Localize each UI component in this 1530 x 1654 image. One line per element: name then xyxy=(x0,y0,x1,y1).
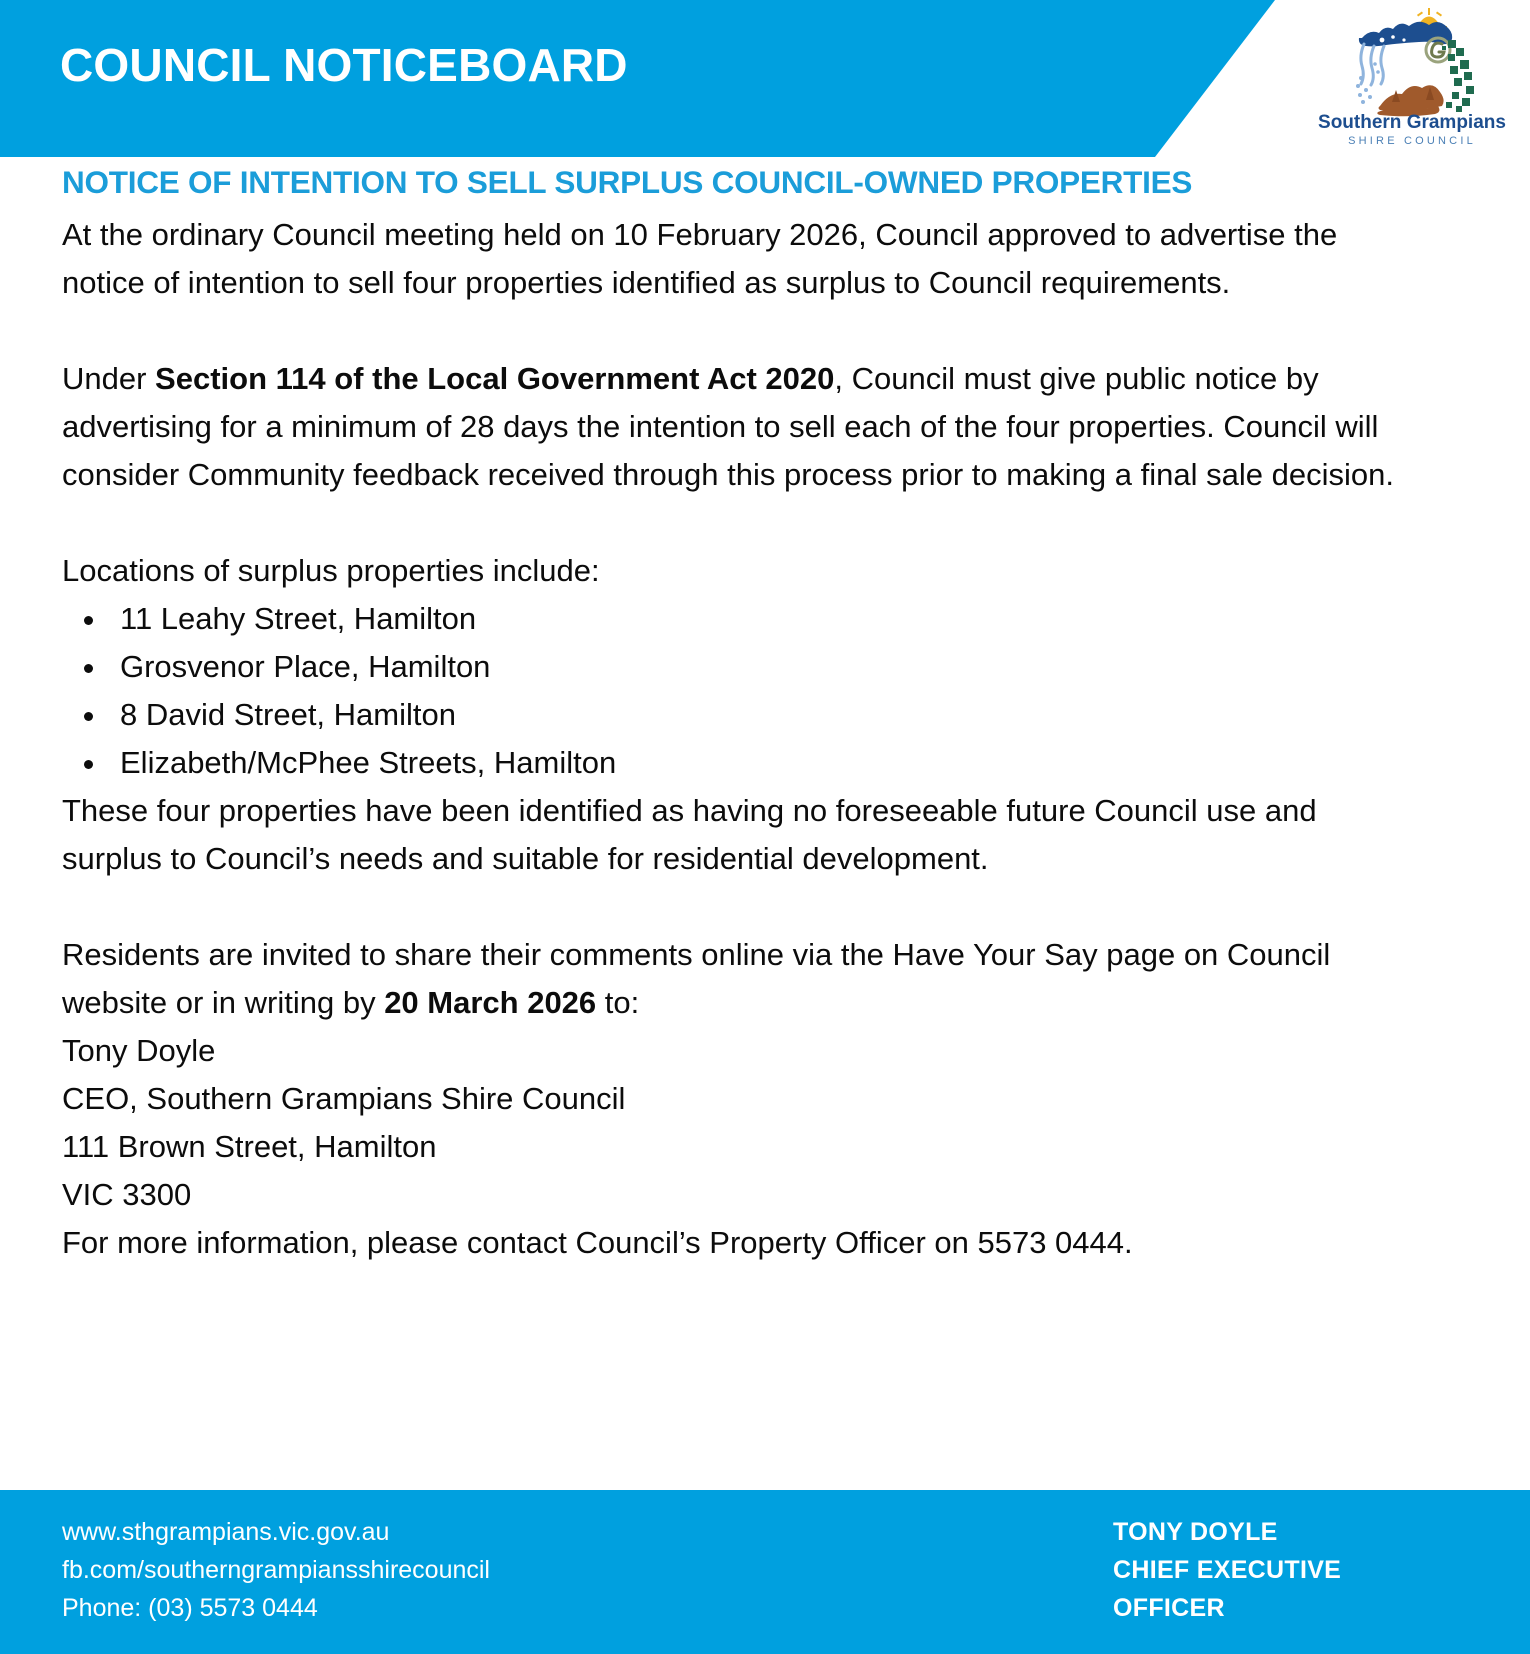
signatory-title-line2: OFFICER xyxy=(1113,1594,1225,1622)
paragraph-legislation xyxy=(62,355,1402,499)
list-item xyxy=(62,595,1402,643)
footer-website-link[interactable]: www.sthgrampians.vic.gov.au xyxy=(62,1518,390,1546)
paragraph-approval: At the ordinary Council meeting held on 10 February 2026, Council approved to advertise the notice of intention to sell four properties identified as surplus to Council requirements. xyxy=(62,217,1338,301)
bullet-dot-icon xyxy=(84,760,93,769)
legislation-suffix: , Council must give public notice by advertising for a minimum of 28 days the intention to sell each of the four properties. Council will consider Community feedback received through this process prior to making a final sale decision. xyxy=(62,361,1394,493)
page-header xyxy=(0,0,1530,157)
logo-wordmark-secondary: SHIRE COUNCIL xyxy=(1348,135,1476,147)
contact-more-information: For more information, please contact Council’s Property Officer on 5573 0444. xyxy=(62,1225,1133,1261)
page-footer xyxy=(0,1490,1530,1654)
footer-phone: Phone: (03) 5573 0444 xyxy=(62,1594,318,1622)
footer-signatory-block xyxy=(1113,1513,1341,1627)
property-location: Grosvenor Place, Hamilton xyxy=(120,649,491,685)
property-location: Elizabeth/McPhee Streets, Hamilton xyxy=(120,745,617,781)
logo-water-icon xyxy=(1361,44,1384,85)
paragraph-feedback-invitation xyxy=(62,931,1402,1027)
bullet-dot-icon xyxy=(84,712,93,721)
contact-state-postcode: VIC 3300 xyxy=(62,1177,192,1213)
locations-intro: Locations of surplus properties include: xyxy=(62,553,600,589)
council-logo xyxy=(1314,6,1510,148)
list-item xyxy=(62,643,1402,691)
list-item xyxy=(62,739,1402,787)
feedback-suffix: to: xyxy=(596,985,640,1021)
property-location: 8 David Street, Hamilton xyxy=(120,697,456,733)
signatory-title-line1: CHIEF EXECUTIVE xyxy=(1113,1556,1342,1584)
logo-green-pixels-icon xyxy=(1442,40,1474,112)
bullet-dot-icon xyxy=(84,616,93,625)
property-location: 11 Leahy Street, Hamilton xyxy=(120,601,477,637)
feedback-prefix: Residents are invited to share their comments online via the Have Your Say page on Council website or in writing by xyxy=(62,937,1331,1021)
contact-address: 111 Brown Street, Hamilton xyxy=(62,1129,437,1165)
footer-facebook-link[interactable]: fb.com/southerngrampiansshirecouncil xyxy=(62,1556,490,1584)
logo-water-dots-icon xyxy=(1356,62,1380,104)
footer-contact-block xyxy=(62,1513,490,1627)
paragraph-spacer xyxy=(62,883,1402,931)
page-title: COUNCIL NOTICEBOARD xyxy=(60,39,628,91)
bullet-dot-icon xyxy=(84,664,93,673)
paragraph-rationale: These four properties have been identified as having no foreseeable future Council use and surplus to Council’s needs and suitable for residential development. xyxy=(62,793,1317,877)
list-item xyxy=(62,691,1402,739)
signatory-name: TONY DOYLE xyxy=(1113,1518,1278,1546)
paragraph-spacer xyxy=(62,499,1402,547)
contact-name: Tony Doyle xyxy=(62,1033,216,1069)
submission-deadline: 20 March 2026 xyxy=(384,985,597,1021)
logo-wordmark-primary: Southern Grampians xyxy=(1318,112,1506,133)
legislation-prefix: Under xyxy=(62,361,156,397)
legislation-act-reference: Section 114 of the Local Government Act 2020 xyxy=(155,361,835,397)
notice-body xyxy=(62,211,1402,1267)
paragraph-spacer xyxy=(62,307,1402,355)
contact-role: CEO, Southern Grampians Shire Council xyxy=(62,1081,626,1117)
notice-content xyxy=(62,163,1402,1267)
notice-heading: NOTICE OF INTENTION TO SELL SURPLUS COUNCIL-OWNED PROPERTIES xyxy=(62,164,1193,200)
surplus-properties-list xyxy=(62,595,1402,787)
